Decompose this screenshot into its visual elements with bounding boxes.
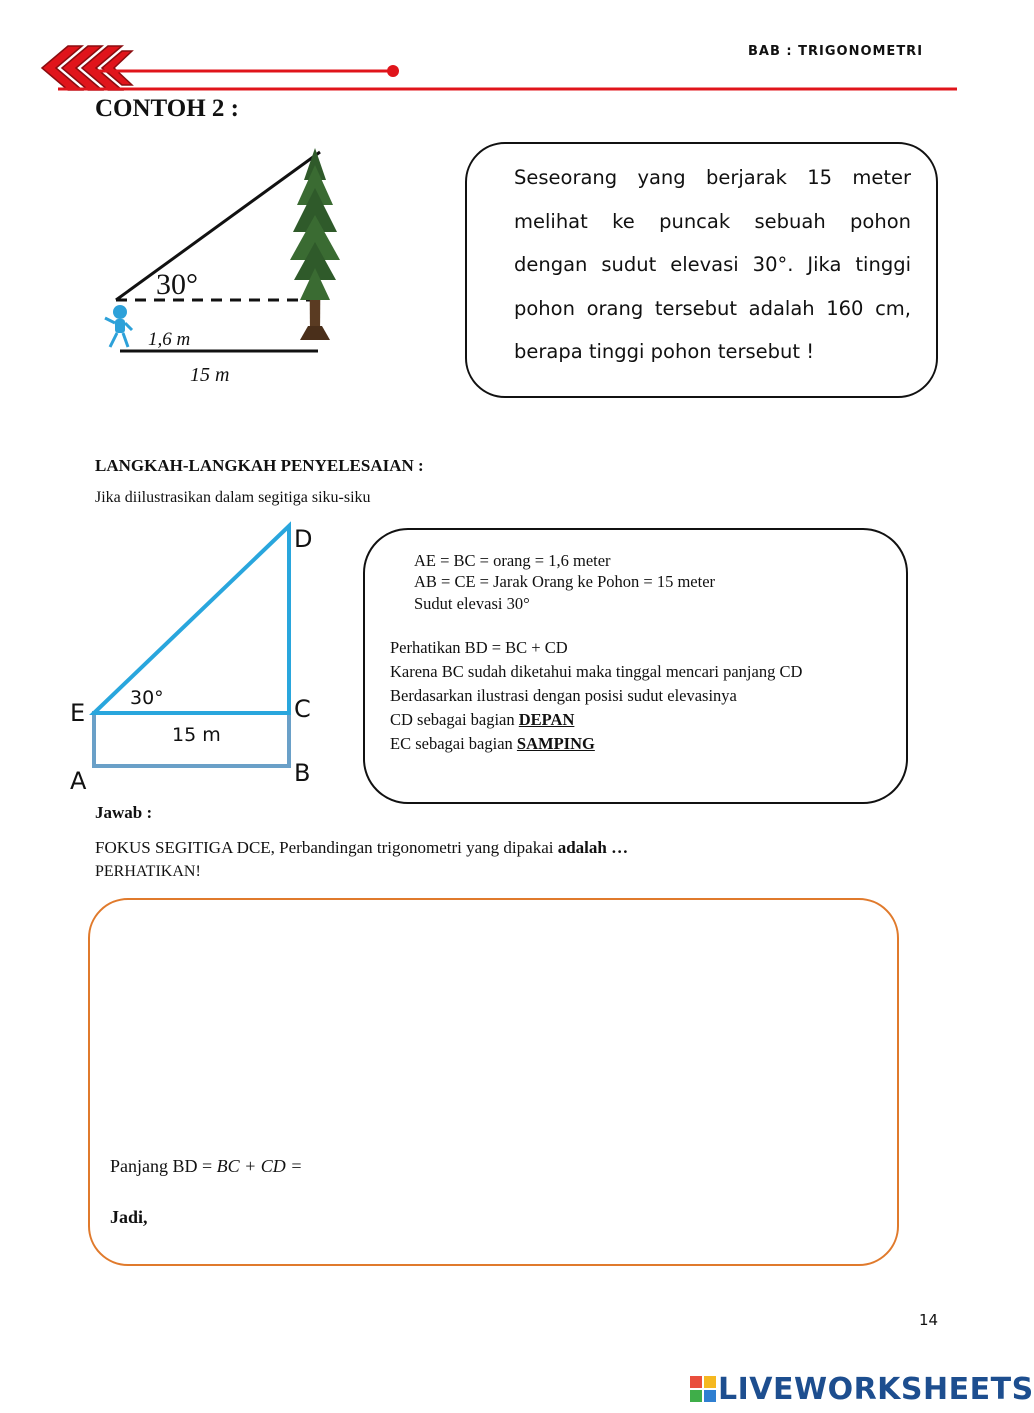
liveworksheets-logo	[690, 1372, 1034, 1406]
example-title: CONTOH 2 :	[95, 95, 239, 122]
samping-emphasis: SAMPING	[516, 734, 595, 753]
panjang-line	[110, 1156, 302, 1177]
page-number: 14	[919, 1311, 939, 1329]
vertex-b-label: B	[294, 759, 311, 787]
right-triangle-diagram	[60, 515, 360, 800]
info-line-3: Sudut elevasi 30°	[414, 594, 530, 613]
info-line-6: Berdasarkan ilustrasi dengan posisi sudut elevasinya	[390, 686, 737, 705]
person-icon	[105, 305, 132, 347]
steps-intro: Jika diilustrasikan dalam segitiga siku-siku	[95, 489, 371, 506]
illustration-angle-label: 30°	[156, 268, 198, 301]
elevation-illustration	[90, 140, 360, 400]
jawab-label: Jawab :	[95, 803, 153, 822]
fokus-text: FOKUS SEGITIGA DCE, Perbandingan trigonometri yang dipakai	[95, 838, 558, 857]
problem-statement: Seseorang yang berjarak 15 meter melihat ke puncak sebuah pohon dengan sudut elevasi 30°. Jika tinggi pohon orang tersebut adalah 160 cm, berapa tinggi pohon tersebut !	[514, 166, 911, 363]
info-line-7	[390, 709, 574, 730]
answer-area[interactable]	[88, 898, 899, 1266]
fokus-emphasis: adalah …	[557, 838, 629, 857]
chevron-logo-icon	[42, 46, 132, 90]
triangle-base-label: 15 m	[172, 724, 221, 746]
illustration-height-label: 1,6 m	[148, 329, 191, 350]
panjang-text: Panjang BD =	[110, 1156, 217, 1176]
header-rule-dot	[387, 65, 399, 77]
triangle-angle-label: 30°	[130, 687, 164, 709]
jadi-label: Jadi,	[110, 1207, 148, 1227]
illustration-distance-label: 15 m	[190, 364, 230, 386]
vertex-e-label: E	[70, 699, 86, 727]
depan-emphasis: DEPAN	[518, 710, 575, 729]
vertex-c-label: C	[294, 695, 311, 723]
vertex-d-label: D	[294, 525, 313, 553]
vertex-a-label: A	[70, 767, 87, 795]
chapter-title: BAB : TRIGONOMETRI	[748, 44, 924, 59]
triangle-dce	[94, 526, 289, 713]
info-line-5: Karena BC sudah diketahui maka tinggal mencari panjang CD	[390, 662, 803, 681]
live-blocks-icon	[690, 1376, 716, 1402]
perhatikan-line: PERHATIKAN!	[95, 863, 201, 880]
fokus-line	[95, 838, 628, 858]
info-line-8-text: EC sebagai bagian	[390, 734, 517, 753]
info-line-8	[390, 733, 595, 754]
pine-tree-icon	[290, 148, 340, 340]
line-of-sight	[116, 152, 320, 300]
panjang-formula: BC + CD =	[216, 1156, 303, 1176]
info-line-1: AE = BC = orang = 1,6 meter	[414, 551, 611, 570]
info-line-4: Perhatikan BD = BC + CD	[390, 638, 568, 657]
info-line-2: AB = CE = Jarak Orang ke Pohon = 15 meter	[414, 572, 716, 591]
brand-text: LIVEWORKSHEETS	[718, 1371, 1034, 1407]
info-line-7-text: CD sebagai bagian	[390, 710, 519, 729]
steps-title: LANGKAH-LANGKAH PENYELESAIAN :	[95, 456, 424, 475]
